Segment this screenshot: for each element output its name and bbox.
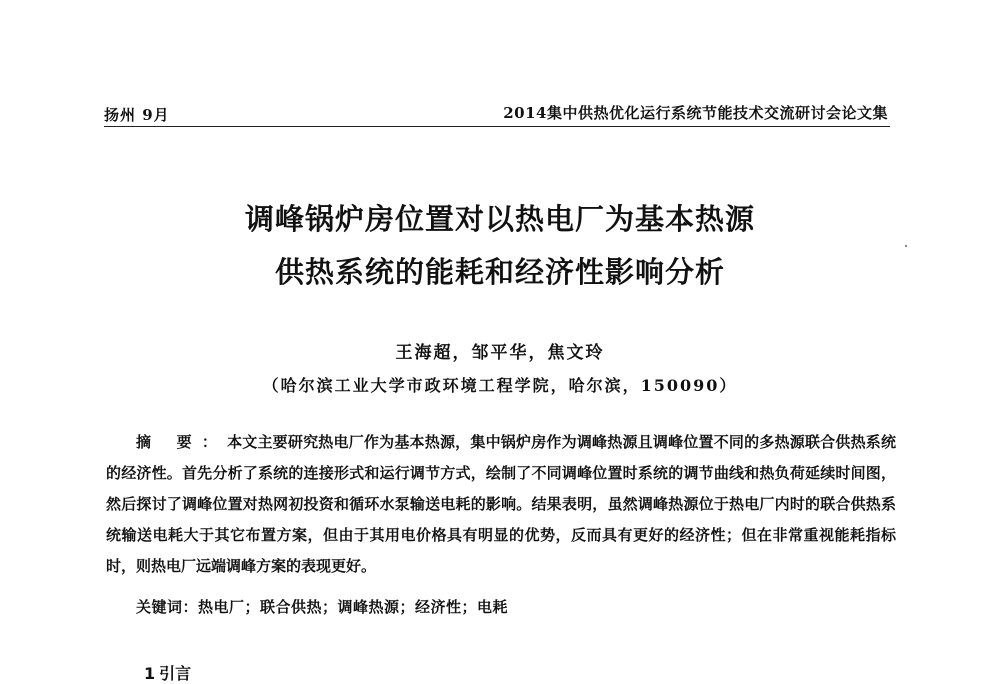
affiliation: （哈尔滨工业大学市政环境工程学院，哈尔滨，150090） — [262, 376, 738, 395]
section-title: 引言 — [159, 664, 192, 683]
paper-title-line-1: 调峰锅炉房位置对以热电厂为基本热源 — [244, 202, 755, 236]
abstract — [106, 427, 896, 582]
header-divider — [104, 126, 890, 127]
running-header-left: 扬州 9月 — [104, 106, 170, 124]
author-list: 王海超，邹平华，焦文玲 — [395, 343, 605, 363]
keywords — [136, 596, 508, 617]
keywords-text: 热电厂；联合供热；调峰热源；经济性；电耗 — [198, 598, 509, 616]
abstract-text: 本文主要研究热电厂作为基本热源，集中锅炉房作为调峰热源且调峰位置不同的多热源联合供热系统的经济性。首先分析了系统的连接形式和运行调节方式，绘制了不同调峰位置时系统的调节曲线和热负荷延续时间图，然后探讨了调峰位置对热网初投资和循环水泵输送电耗的影响。结果表明，虽然调峰热源位于热电厂内时的联合供热系统输送电耗大于其它布置方案，但由于其用电价格具有明显的优势，反而具有更好的经济性；但在非常重视能耗指标时，则热电厂远端调峰方案的表现更好。 — [106, 433, 896, 575]
section-heading-introduction — [144, 661, 191, 684]
abstract-label: 摘 要： — [136, 433, 228, 451]
running-header-right: 2014集中供热优化运行系统节能技术交流研讨会论文集 — [503, 104, 888, 122]
section-number: 1 — [144, 664, 156, 683]
keywords-label: 关键词： — [136, 598, 199, 616]
scan-speck — [905, 245, 907, 247]
paper-title-line-2: 供热系统的能耗和经济性影响分析 — [274, 255, 725, 289]
